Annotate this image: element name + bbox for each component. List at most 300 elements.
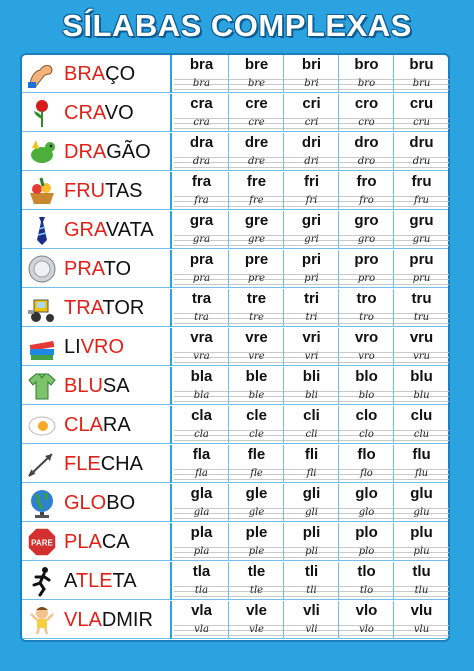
syllable-cell: [174, 55, 229, 93]
syllable-cell: [174, 523, 229, 561]
syllable-script: clo: [339, 426, 394, 443]
word-highlight: CRA: [64, 102, 105, 124]
syllable-cell: [229, 94, 284, 132]
syllable-cell: [229, 55, 284, 93]
syllable-script: ble: [229, 387, 284, 404]
page-title: SÍLABAS COMPLEXAS: [62, 8, 412, 43]
syllable-script: tru: [394, 309, 449, 326]
syllable-print: bru: [409, 56, 434, 73]
syllable-cell: [339, 601, 394, 639]
syllable-cell: [339, 133, 394, 171]
column-divider: [283, 172, 284, 210]
syllable-script: cle: [229, 426, 284, 443]
syllable-script: gri: [284, 231, 339, 248]
syllable-cell: [174, 406, 229, 444]
column-divider: [338, 445, 339, 483]
syllable-print: pla: [190, 524, 213, 541]
syllable-cell: [394, 601, 449, 639]
table-row: [22, 55, 448, 93]
column-divider: [338, 94, 339, 132]
column-divider: [393, 601, 394, 639]
syllable-cell: [339, 289, 394, 327]
syllable-script: glo: [339, 504, 394, 521]
syllable-print: pra: [189, 251, 214, 268]
arm-muscle-icon: [26, 58, 58, 90]
word-highlight: VLA: [64, 609, 102, 631]
syllable-print: tra: [191, 290, 212, 307]
rose-icon: [26, 97, 58, 129]
syllable-print: gri: [301, 212, 322, 229]
syllable-cell: [229, 601, 284, 639]
word-highlight: GRA: [64, 219, 106, 241]
word-cell: [22, 250, 172, 288]
word-highlight: BRA: [64, 63, 106, 85]
syllable-script: bri: [284, 75, 339, 92]
syllable-print: vri: [302, 329, 321, 346]
stop-sign-icon: [26, 526, 58, 558]
syllable-script: tle: [229, 582, 284, 599]
syllable-script: cla: [174, 426, 229, 443]
word-highlight: VRO: [80, 336, 125, 358]
column-divider: [338, 328, 339, 366]
syllable-cell: [339, 406, 394, 444]
syllable-cell: [229, 172, 284, 210]
syllable-print: pre: [244, 251, 269, 268]
word-rest: SA: [102, 375, 130, 397]
syllable-print: cri: [302, 95, 321, 112]
syllable-cell: [284, 601, 339, 639]
column-divider: [228, 367, 229, 405]
syllable-script: cre: [229, 114, 284, 131]
syllable-cell: [174, 250, 229, 288]
syllable-print: vlo: [355, 602, 378, 619]
word-label: [64, 295, 144, 321]
syllable-print: vra: [190, 329, 213, 346]
column-divider: [283, 484, 284, 522]
column-divider: [283, 523, 284, 561]
syllable-cell: [394, 562, 449, 600]
syllable-print: fle: [247, 446, 266, 463]
syllable-script: vri: [284, 348, 339, 365]
syllable-print: gre: [244, 212, 269, 229]
word-label: [64, 217, 154, 243]
syllable-cell: [284, 55, 339, 93]
word-cell: [22, 55, 172, 93]
syllable-print: gla: [190, 485, 213, 502]
syllable-print: cru: [409, 95, 434, 112]
syllable-print: bri: [301, 56, 322, 73]
syllable-cell: [229, 211, 284, 249]
syllable-script: tlo: [339, 582, 394, 599]
syllable-print: tri: [304, 290, 319, 307]
syllable-script: tre: [229, 309, 284, 326]
syllable-print: cle: [246, 407, 267, 424]
syllable-print: vlu: [410, 602, 433, 619]
syllable-cell: [394, 250, 449, 288]
syllable-cell: [174, 133, 229, 171]
syllable-cell: [339, 211, 394, 249]
word-highlight: GLO: [64, 492, 107, 514]
column-divider: [283, 94, 284, 132]
syllable-script: plo: [339, 543, 394, 560]
word-rest: BO: [106, 492, 136, 514]
syllable-print: clu: [410, 407, 433, 424]
column-divider: [228, 211, 229, 249]
syllable-cell: [394, 484, 449, 522]
word-rest: RA: [102, 414, 131, 436]
syllable-script: vro: [339, 348, 394, 365]
syllable-print: gli: [302, 485, 321, 502]
column-divider: [338, 133, 339, 171]
syllable-cell: [284, 289, 339, 327]
syllable-cell: [339, 328, 394, 366]
syllable-script: flo: [339, 465, 394, 482]
syllable-print: blo: [355, 368, 378, 385]
column-divider: [393, 133, 394, 171]
column-divider: [338, 601, 339, 639]
syllable-print: tlu: [412, 563, 431, 580]
syllable-print: glo: [355, 485, 378, 502]
word-label: [64, 373, 130, 399]
word-cell: [22, 601, 172, 639]
column-divider: [393, 562, 394, 600]
column-divider: [283, 250, 284, 288]
syllable-script: flu: [394, 465, 449, 482]
plate-icon: [26, 253, 58, 285]
syllable-script: bru: [394, 75, 449, 92]
syllable-print: cla: [191, 407, 212, 424]
syllable-print: fru: [411, 173, 432, 190]
syllable-script: gre: [229, 231, 284, 248]
syllable-script: blo: [339, 387, 394, 404]
syllable-script: cra: [174, 114, 229, 131]
syllable-script: bla: [174, 387, 229, 404]
syllable-print: pro: [354, 251, 379, 268]
syllable-script: bre: [229, 75, 284, 92]
syllable-print: glu: [410, 485, 433, 502]
syllable-script: fle: [229, 465, 284, 482]
syllable-print: plu: [410, 524, 433, 541]
syllable-script: bli: [284, 387, 339, 404]
word-cell: [22, 289, 172, 327]
syllable-script: tro: [339, 309, 394, 326]
syllable-print: vla: [191, 602, 212, 619]
syllable-script: fro: [339, 192, 394, 209]
column-divider: [393, 445, 394, 483]
table-row: [22, 562, 448, 600]
syllable-print: fra: [191, 173, 212, 190]
word-label: [64, 490, 135, 516]
syllable-script: tra: [174, 309, 229, 326]
syllable-print: blu: [410, 368, 433, 385]
word-rest: VATA: [105, 219, 154, 241]
syllable-cell: [174, 367, 229, 405]
word-cell: [22, 406, 172, 444]
syllable-script: cru: [394, 114, 449, 131]
syllable-script: bro: [339, 75, 394, 92]
word-prefix: A: [64, 570, 76, 592]
column-divider: [283, 445, 284, 483]
syllable-print: tlo: [357, 563, 376, 580]
syllable-cell: [394, 211, 449, 249]
shirt-icon: [26, 370, 58, 402]
word-cell: [22, 133, 172, 171]
word-highlight: TLE: [75, 570, 113, 592]
syllable-script: vla: [174, 621, 229, 638]
syllable-cell: [284, 211, 339, 249]
word-label: [64, 100, 134, 126]
syllable-print: pru: [409, 251, 434, 268]
syllable-script: gro: [339, 231, 394, 248]
arrow-icon: [26, 448, 58, 480]
column-divider: [283, 211, 284, 249]
column-divider: [283, 55, 284, 93]
table-row: [22, 328, 448, 366]
syllable-script: fri: [284, 192, 339, 209]
column-divider: [338, 523, 339, 561]
column-divider: [283, 367, 284, 405]
syllable-script: cri: [284, 114, 339, 131]
column-divider: [393, 484, 394, 522]
word-label: [64, 61, 135, 87]
syllable-script: vlu: [394, 621, 449, 638]
syllable-print: ple: [245, 524, 268, 541]
tractor-icon: [26, 292, 58, 324]
syllable-script: tla: [174, 582, 229, 599]
word-rest: ÇO: [105, 63, 136, 85]
word-rest: TAS: [105, 180, 143, 202]
syllable-print: fro: [356, 173, 377, 190]
column-divider: [393, 211, 394, 249]
word-highlight: BLU: [64, 375, 103, 397]
syllable-print: fri: [304, 173, 319, 190]
syllable-script: pri: [284, 270, 339, 287]
column-divider: [338, 289, 339, 327]
column-divider: [228, 406, 229, 444]
syllable-print: fla: [192, 446, 211, 463]
column-divider: [228, 484, 229, 522]
syllable-print: bla: [190, 368, 213, 385]
word-label: [64, 568, 137, 594]
syllable-cell: [229, 562, 284, 600]
syllable-cell: [339, 484, 394, 522]
syllable-script: tlu: [394, 582, 449, 599]
word-cell: [22, 523, 172, 561]
syllable-cell: [394, 133, 449, 171]
syllable-print: gru: [409, 212, 434, 229]
syllable-script: cro: [339, 114, 394, 131]
syllable-print: plo: [355, 524, 378, 541]
column-divider: [393, 94, 394, 132]
word-rest: VO: [104, 102, 134, 124]
syllable-cell: [394, 523, 449, 561]
syllable-print: vli: [303, 602, 320, 619]
syllable-script: clu: [394, 426, 449, 443]
column-divider: [283, 133, 284, 171]
word-label: [64, 529, 130, 555]
column-divider: [393, 55, 394, 93]
word-highlight: PRA: [64, 258, 104, 280]
column-divider: [393, 328, 394, 366]
syllable-cell: [174, 601, 229, 639]
syllable-cell: [339, 250, 394, 288]
syllable-cell: [284, 250, 339, 288]
syllable-script: bra: [174, 75, 229, 92]
column-divider: [228, 55, 229, 93]
word-label: [64, 139, 151, 165]
syllable-print: gra: [189, 212, 214, 229]
table-row: [22, 406, 448, 444]
column-divider: [283, 406, 284, 444]
word-label: [64, 412, 131, 438]
syllable-cell: [394, 289, 449, 327]
word-cell: [22, 445, 172, 483]
column-divider: [338, 562, 339, 600]
syllable-cell: [174, 172, 229, 210]
syllable-script: dra: [174, 153, 229, 170]
syllable-script: tli: [284, 582, 339, 599]
column-divider: [228, 601, 229, 639]
syllable-cell: [229, 367, 284, 405]
syllable-script: pru: [394, 270, 449, 287]
column-divider: [338, 172, 339, 210]
syllable-script: plu: [394, 543, 449, 560]
syllable-print: dru: [409, 134, 434, 151]
syllable-script: pli: [284, 543, 339, 560]
syllable-cell: [229, 289, 284, 327]
syllable-script: fru: [394, 192, 449, 209]
syllable-script: dro: [339, 153, 394, 170]
syllable-script: vre: [229, 348, 284, 365]
syllable-print: gle: [245, 485, 268, 502]
table-row: [22, 250, 448, 288]
syllable-cell: [229, 133, 284, 171]
syllable-cell: [174, 289, 229, 327]
syllable-print: vle: [246, 602, 267, 619]
column-divider: [228, 328, 229, 366]
syllable-print: dre: [244, 134, 269, 151]
word-highlight: CLA: [64, 414, 103, 436]
syllable-script: fla: [174, 465, 229, 482]
syllable-print: tla: [192, 563, 211, 580]
column-divider: [393, 172, 394, 210]
necktie-icon: [26, 214, 58, 246]
syllable-cell: [174, 94, 229, 132]
syllable-cell: [339, 562, 394, 600]
column-divider: [228, 289, 229, 327]
syllable-cell: [284, 367, 339, 405]
syllable-cell: [394, 445, 449, 483]
column-divider: [393, 367, 394, 405]
table-row: [22, 367, 448, 405]
syllable-cell: [229, 328, 284, 366]
word-cell: [22, 211, 172, 249]
column-divider: [228, 562, 229, 600]
syllable-cell: [284, 328, 339, 366]
column-divider: [283, 601, 284, 639]
word-rest: TA: [112, 570, 137, 592]
syllable-cell: [284, 406, 339, 444]
syllable-cell: [284, 94, 339, 132]
syllable-print: tre: [246, 290, 267, 307]
syllable-cell: [284, 133, 339, 171]
syllable-script: blu: [394, 387, 449, 404]
syllable-cell: [229, 250, 284, 288]
column-divider: [228, 172, 229, 210]
fruit-basket-icon: [26, 175, 58, 207]
word-label: [64, 451, 143, 477]
word-cell: [22, 562, 172, 600]
syllable-cell: [284, 562, 339, 600]
column-divider: [228, 445, 229, 483]
syllable-cell: [394, 55, 449, 93]
syllable-print: cra: [190, 95, 213, 112]
word-cell: [22, 484, 172, 522]
syllable-print: bro: [354, 56, 379, 73]
column-divider: [393, 523, 394, 561]
word-highlight: DRA: [64, 141, 107, 163]
syllable-script: gru: [394, 231, 449, 248]
column-divider: [228, 133, 229, 171]
syllable-print: dra: [189, 134, 214, 151]
syllable-print: cli: [303, 407, 320, 424]
syllable-script: fre: [229, 192, 284, 209]
word-highlight: TRA: [64, 297, 103, 319]
syllable-script: vle: [229, 621, 284, 638]
column-divider: [393, 250, 394, 288]
syllable-cell: [229, 484, 284, 522]
table-row: [22, 289, 448, 327]
syllable-script: gle: [229, 504, 284, 521]
table-row: [22, 172, 448, 210]
word-cell: [22, 94, 172, 132]
syllable-cell: [174, 445, 229, 483]
syllable-print: dro: [354, 134, 379, 151]
column-divider: [393, 289, 394, 327]
syllable-script: pro: [339, 270, 394, 287]
syllable-cell: [174, 562, 229, 600]
syllable-print: fre: [246, 173, 267, 190]
table-row: [22, 484, 448, 522]
egg-icon: [26, 409, 58, 441]
syllable-print: cro: [354, 95, 379, 112]
syllable-script: dru: [394, 153, 449, 170]
syllable-script: vlo: [339, 621, 394, 638]
syllable-print: tro: [356, 290, 377, 307]
syllable-script: pla: [174, 543, 229, 560]
syllable-cell: [229, 406, 284, 444]
syllable-print: gro: [354, 212, 379, 229]
syllable-script: pra: [174, 270, 229, 287]
table-row: [22, 445, 448, 483]
svg-text:PARE: PARE: [31, 538, 53, 548]
syllable-cell: [284, 172, 339, 210]
syllable-cell: [174, 484, 229, 522]
syllable-cell: [339, 523, 394, 561]
syllable-cell: [394, 94, 449, 132]
syllable-print: dri: [301, 134, 322, 151]
syllable-print: bre: [244, 56, 269, 73]
table-row: [22, 211, 448, 249]
column-divider: [338, 250, 339, 288]
syllable-script: pre: [229, 270, 284, 287]
word-rest: DMIR: [101, 609, 153, 631]
syllable-print: vru: [409, 329, 434, 346]
table-row: [22, 523, 448, 561]
syllable-cell: [394, 367, 449, 405]
syllable-script: ple: [229, 543, 284, 560]
table-row: [22, 94, 448, 132]
